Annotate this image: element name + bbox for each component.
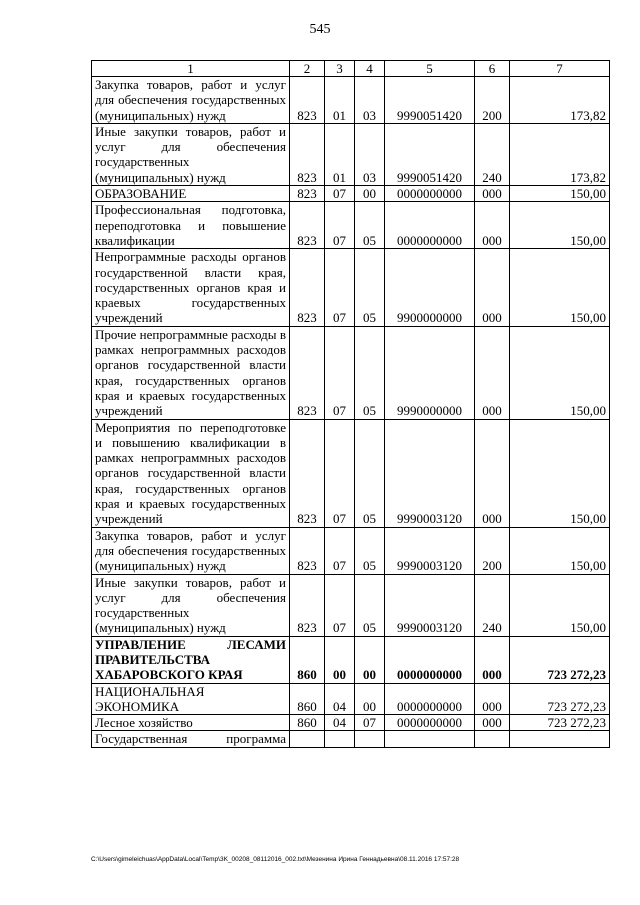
row-name-text: НАЦИОНАЛЬНАЯ bbox=[95, 683, 205, 699]
row-name-text: Прочие непрограммные bbox=[95, 326, 228, 342]
row-name-text: для обеспечения bbox=[95, 542, 188, 558]
row-value-cell: 9990000000 bbox=[385, 326, 475, 419]
row-value-cell: 000 bbox=[475, 186, 510, 202]
row-value-cell: 07 bbox=[325, 186, 355, 202]
column-header: 7 bbox=[510, 61, 610, 77]
row-name-text: (муниципальных) нужд bbox=[95, 620, 226, 636]
row-value-cell: 000 bbox=[475, 683, 510, 715]
row-name-text: государственных bbox=[191, 542, 286, 558]
row-name-text: Государственная программа bbox=[95, 731, 286, 747]
row-value-cell: 07 bbox=[325, 202, 355, 249]
table-row bbox=[92, 683, 610, 715]
row-name-text: органов государственной bbox=[95, 249, 286, 280]
row-value-cell: 04 bbox=[325, 715, 355, 731]
row-value-cell: 03 bbox=[355, 77, 385, 124]
row-name-text: ОБРАЗОВАНИЕ bbox=[95, 186, 187, 202]
row-name-cell bbox=[92, 202, 290, 249]
row-name-text: государственных учреждений bbox=[95, 295, 286, 326]
row-name-text: государственных bbox=[95, 154, 190, 170]
row-name-text: непрограммных расходов bbox=[140, 450, 287, 466]
row-name-text: (муниципальных) нужд bbox=[95, 107, 226, 123]
row-value-cell: 150,00 bbox=[510, 527, 610, 574]
table-row bbox=[92, 527, 610, 574]
column-header: 6 bbox=[475, 61, 510, 77]
row-name-text: органов края и краевых bbox=[95, 279, 286, 311]
column-header: 5 bbox=[385, 61, 475, 77]
row-name-text: государственных учреждений bbox=[95, 387, 286, 419]
row-name-cell bbox=[92, 715, 290, 731]
row-value-cell: 173,82 bbox=[510, 77, 610, 124]
row-name-text: Профессиональная bbox=[95, 202, 201, 218]
row-value-cell: 9990051420 bbox=[385, 123, 475, 185]
row-name-text: органов края и краевых bbox=[95, 372, 287, 403]
row-value-cell: 823 bbox=[290, 123, 325, 185]
row-value-cell: 723 272,23 bbox=[510, 715, 610, 731]
row-name-cell bbox=[92, 527, 290, 574]
row-value-cell: 200 bbox=[475, 77, 510, 124]
row-name-text: переподготовке и повышению bbox=[95, 419, 286, 450]
row-name-cell bbox=[92, 731, 290, 747]
row-value-cell: 9990051420 bbox=[385, 77, 475, 124]
row-name-text: власти края, государственных bbox=[95, 264, 287, 295]
row-value-cell: 150,00 bbox=[510, 186, 610, 202]
row-value-cell: 150,00 bbox=[510, 574, 610, 636]
table-row bbox=[92, 715, 610, 731]
table-row bbox=[92, 574, 610, 636]
row-value-cell: 823 bbox=[290, 186, 325, 202]
row-value-cell: 000 bbox=[475, 636, 510, 683]
row-name-text: повышение квалификации bbox=[95, 217, 287, 248]
row-value-cell bbox=[510, 731, 610, 747]
row-value-cell: 823 bbox=[290, 574, 325, 636]
row-name-cell bbox=[92, 249, 290, 326]
row-name-text: Иные закупки товаров, работ и bbox=[95, 574, 286, 590]
column-header: 2 bbox=[290, 61, 325, 77]
row-name-text: государственных учреждений bbox=[95, 496, 286, 527]
row-name-cell bbox=[92, 574, 290, 636]
row-name-text: непрограммных расходов bbox=[140, 342, 287, 358]
row-value-cell: 05 bbox=[355, 574, 385, 636]
row-value-cell: 173,82 bbox=[510, 123, 610, 185]
row-name-cell bbox=[92, 77, 290, 124]
row-value-cell: 04 bbox=[325, 683, 355, 715]
row-value-cell: 9990003120 bbox=[385, 527, 475, 574]
row-value-cell: 000 bbox=[475, 202, 510, 249]
row-name-text: подготовка, переподготовка и bbox=[95, 202, 286, 233]
row-value-cell: 240 bbox=[475, 574, 510, 636]
row-value-cell: 823 bbox=[290, 249, 325, 326]
table-row bbox=[92, 77, 610, 124]
row-value-cell: 823 bbox=[290, 419, 325, 527]
row-value-cell: 07 bbox=[325, 419, 355, 527]
row-name-text: Закупка товаров, работ и услуг bbox=[95, 527, 286, 543]
row-value-cell: 07 bbox=[325, 574, 355, 636]
row-name-cell bbox=[92, 636, 290, 683]
row-value-cell: 823 bbox=[290, 77, 325, 124]
row-value-cell: 860 bbox=[290, 683, 325, 715]
row-name-cell bbox=[92, 683, 290, 715]
row-name-text: Мероприятия по bbox=[95, 419, 192, 435]
row-name-text: органов государственной bbox=[95, 465, 241, 481]
row-value-cell: 150,00 bbox=[510, 249, 610, 326]
row-value-cell: 05 bbox=[355, 249, 385, 326]
row-value-cell: 0000000000 bbox=[385, 715, 475, 731]
table-body bbox=[92, 61, 610, 748]
row-value-cell: 150,00 bbox=[510, 419, 610, 527]
row-value-cell: 0000000000 bbox=[385, 636, 475, 683]
row-value-cell: 01 bbox=[325, 123, 355, 185]
row-value-cell: 05 bbox=[355, 326, 385, 419]
row-value-cell: 860 bbox=[290, 636, 325, 683]
row-value-cell: 200 bbox=[475, 527, 510, 574]
row-value-cell: 150,00 bbox=[510, 326, 610, 419]
row-value-cell: 0000000000 bbox=[385, 202, 475, 249]
table-row bbox=[92, 186, 610, 202]
row-name-text: расходы в рамках bbox=[95, 326, 286, 358]
row-value-cell: 9900000000 bbox=[385, 249, 475, 326]
row-value-cell: 07 bbox=[325, 326, 355, 419]
table-row bbox=[92, 326, 610, 419]
row-value-cell: 0000000000 bbox=[385, 186, 475, 202]
row-name-text: услуг для обеспечения bbox=[95, 139, 286, 155]
row-name-text: для обеспечения bbox=[95, 92, 188, 108]
table-row bbox=[92, 249, 610, 326]
row-value-cell: 00 bbox=[325, 636, 355, 683]
row-value-cell: 723 272,23 bbox=[510, 683, 610, 715]
column-header: 1 bbox=[92, 61, 290, 77]
budget-table bbox=[91, 60, 610, 748]
row-value-cell bbox=[355, 731, 385, 747]
row-name-cell bbox=[92, 123, 290, 185]
row-value-cell: 0000000000 bbox=[385, 683, 475, 715]
table-header-row bbox=[92, 61, 610, 77]
row-name-text: Лесное хозяйство bbox=[95, 715, 193, 731]
file-path-footer: C:\Users\gimeleichuas\AppData\Local\Temp\3K_00208_08112016_002.txt\Мезенина Ирина Геннадьевна\08.11.2016 17:57:28 bbox=[91, 856, 460, 863]
row-value-cell: 000 bbox=[475, 419, 510, 527]
row-value-cell: 05 bbox=[355, 202, 385, 249]
row-name-text: УПРАВЛЕНИЕ ЛЕСАМИ bbox=[95, 636, 286, 652]
row-name-text: услуг для обеспечения bbox=[95, 589, 286, 605]
row-name-text: государственных bbox=[95, 605, 190, 621]
row-value-cell: 823 bbox=[290, 527, 325, 574]
row-value-cell: 150,00 bbox=[510, 202, 610, 249]
row-value-cell: 05 bbox=[355, 527, 385, 574]
row-value-cell: 000 bbox=[475, 715, 510, 731]
row-value-cell bbox=[290, 731, 325, 747]
table-row bbox=[92, 202, 610, 249]
row-name-text: Непрограммные расходы bbox=[95, 249, 237, 265]
table-row bbox=[92, 636, 610, 683]
row-value-cell: 823 bbox=[290, 326, 325, 419]
row-value-cell: 00 bbox=[355, 186, 385, 202]
row-value-cell: 000 bbox=[475, 249, 510, 326]
row-value-cell: 240 bbox=[475, 123, 510, 185]
row-value-cell: 01 bbox=[325, 77, 355, 124]
table-row bbox=[92, 419, 610, 527]
row-value-cell: 9990003120 bbox=[385, 419, 475, 527]
row-value-cell bbox=[475, 731, 510, 747]
row-name-cell bbox=[92, 419, 290, 527]
row-value-cell: 723 272,23 bbox=[510, 636, 610, 683]
row-value-cell: 000 bbox=[475, 326, 510, 419]
row-value-cell: 9990003120 bbox=[385, 574, 475, 636]
page-number: 545 bbox=[309, 22, 331, 37]
row-name-text: ПРАВИТЕЛЬСТВА bbox=[95, 651, 210, 667]
row-name-text: (муниципальных) нужд bbox=[95, 558, 226, 574]
row-value-cell: 03 bbox=[355, 123, 385, 185]
row-value-cell: 00 bbox=[355, 636, 385, 683]
row-name-text: Иные закупки товаров, работ и bbox=[95, 123, 286, 139]
table-row bbox=[92, 731, 610, 747]
column-header: 3 bbox=[325, 61, 355, 77]
row-name-text: ЭКОНОМИКА bbox=[95, 698, 180, 714]
table-row bbox=[92, 123, 610, 185]
row-value-cell: 00 bbox=[355, 683, 385, 715]
row-value-cell bbox=[325, 731, 355, 747]
row-name-cell bbox=[92, 186, 290, 202]
row-value-cell: 07 bbox=[325, 249, 355, 326]
row-name-cell bbox=[92, 326, 290, 419]
row-name-text: ХАБАРОВСКОГО КРАЯ bbox=[95, 667, 243, 683]
row-name-text: государственных bbox=[191, 92, 286, 108]
row-value-cell: 05 bbox=[355, 419, 385, 527]
row-name-text: власти края, государственных bbox=[95, 465, 286, 496]
column-header: 4 bbox=[355, 61, 385, 77]
row-name-text: власти края, государственных bbox=[95, 357, 286, 388]
row-name-text: Закупка товаров, работ и услуг bbox=[95, 77, 286, 92]
row-value-cell bbox=[385, 731, 475, 747]
row-name-text: квалификации в рамках bbox=[95, 434, 287, 466]
row-value-cell: 07 bbox=[355, 715, 385, 731]
row-value-cell: 07 bbox=[325, 527, 355, 574]
row-name-text: (муниципальных) нужд bbox=[95, 169, 226, 185]
row-name-text: органов края и краевых bbox=[95, 480, 287, 512]
row-value-cell: 823 bbox=[290, 202, 325, 249]
row-name-text: органов государственной bbox=[95, 357, 241, 373]
row-value-cell: 860 bbox=[290, 715, 325, 731]
